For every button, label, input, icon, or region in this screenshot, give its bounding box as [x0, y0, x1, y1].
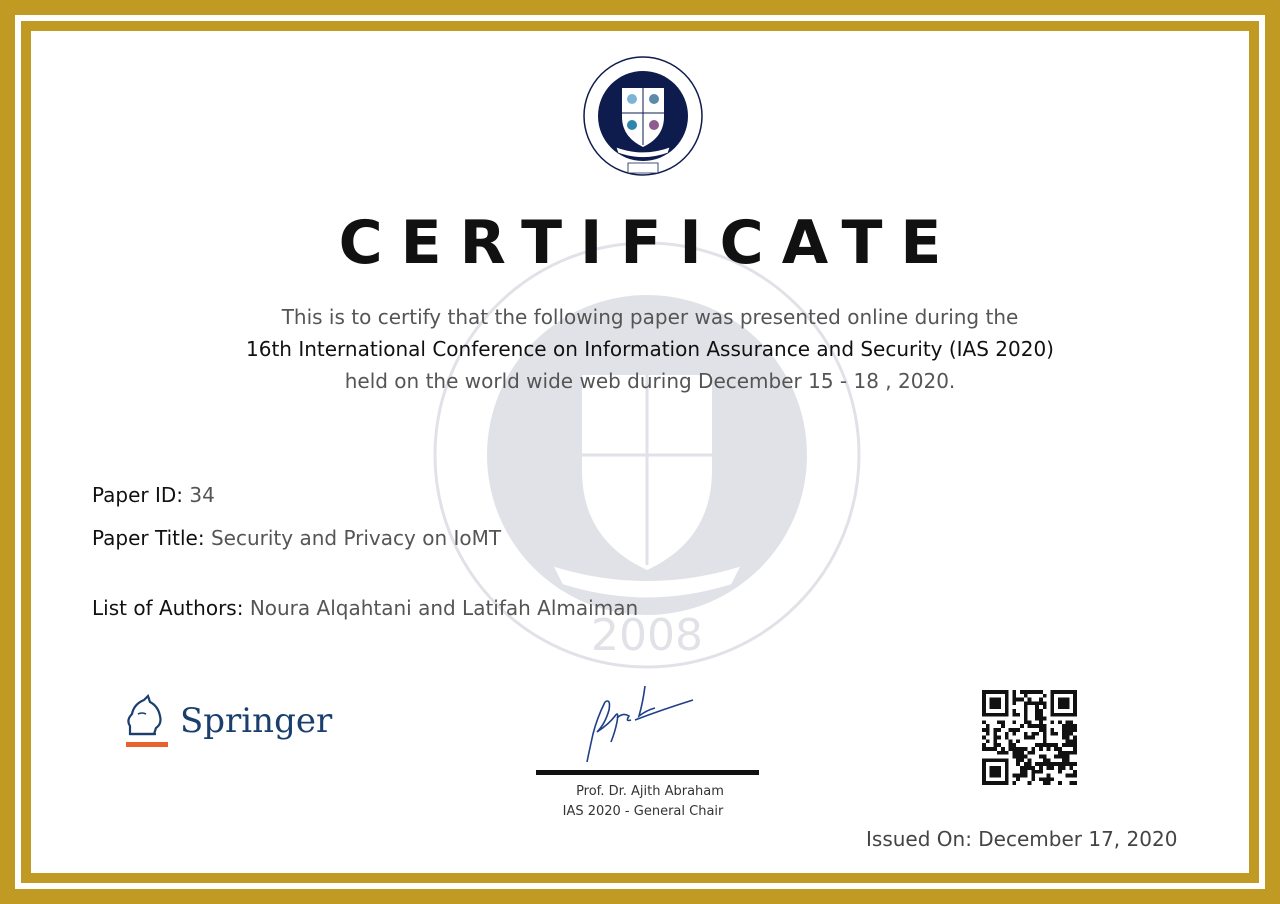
paper-id-field — [92, 482, 215, 508]
intro-line-1: This is to certify that the following paper was presented online during the — [281, 305, 1019, 329]
intro-line-2: 16th International Conference on Information Assurance and Security (IAS 2020) — [246, 337, 1054, 361]
springer-knight-icon — [126, 696, 168, 747]
qr-code — [982, 690, 1077, 785]
intro-line-3: held on the world wide web during December 15 - 18 , 2020. — [344, 369, 956, 393]
paper-id-value: 34 — [189, 483, 215, 507]
svg-text:2008: 2008 — [591, 610, 703, 661]
paper-title-value: Security and Privacy on IoMT — [210, 526, 502, 550]
springer-wordmark: Springer — [180, 701, 333, 741]
authors-value: Noura Alqahtani and Latifah Almaiman — [249, 596, 639, 620]
paper-id-label: Paper ID: — [92, 483, 184, 507]
paper-title-label: Paper Title: — [92, 526, 205, 550]
mirlabs-seal — [582, 55, 704, 177]
authors-field — [92, 595, 638, 621]
certificate-title: CERTIFICATE — [338, 208, 960, 278]
signature — [575, 682, 705, 768]
signature-line — [536, 770, 759, 775]
paper-title-field — [92, 525, 501, 551]
signer-role: IAS 2020 - General Chair — [562, 804, 724, 819]
authors-label: List of Authors: — [92, 596, 244, 620]
signer-name: Prof. Dr. Ajith Abraham — [576, 784, 724, 799]
issued-date: Issued On: December 17, 2020 — [866, 827, 1178, 851]
